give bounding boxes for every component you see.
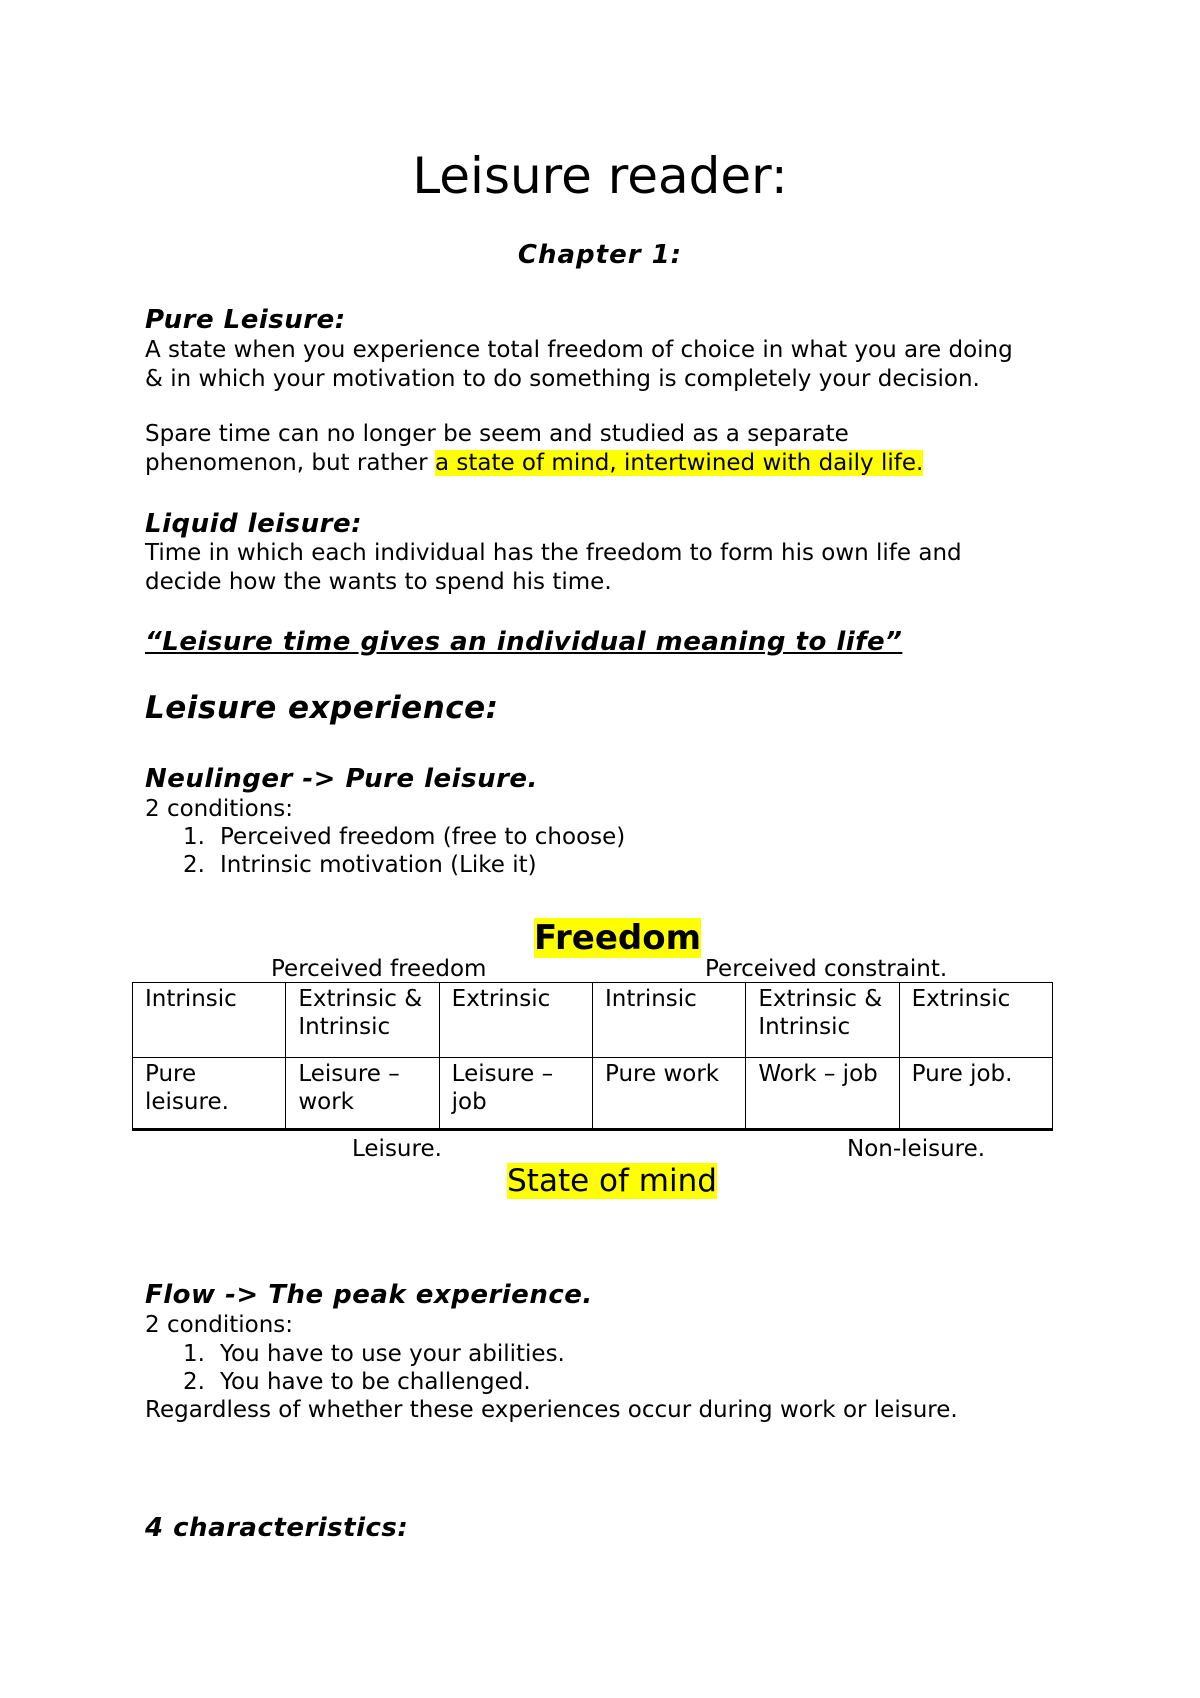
liquid-leisure-line-1: Time in which each individual has the freedom to form his own life and: [145, 540, 962, 566]
table-cell: Pure leisure.: [133, 1058, 286, 1130]
table-cell: Leisure – job: [439, 1058, 592, 1130]
table-cell: Extrinsic & Intrinsic: [286, 983, 439, 1058]
neulinger-conditions-label: 2 conditions:: [145, 796, 294, 822]
spare-time-highlight: a state of mind, intertwined with daily life.: [434, 450, 924, 476]
flow-note: Regardless of whether these experiences occur during work or leisure.: [145, 1397, 958, 1423]
characteristics-heading: 4 characteristics:: [145, 1513, 409, 1543]
table-cell: Pure job.: [899, 1058, 1052, 1130]
table-cell: Intrinsic: [592, 983, 745, 1058]
state-of-mind-caption: [0, 1162, 1200, 1200]
table-cell: Pure work: [592, 1058, 745, 1130]
non-leisure-label: Non-leisure.: [847, 1136, 986, 1162]
leisure-label: Leisure.: [352, 1136, 442, 1162]
spare-time-line-1: Spare time can no longer be seem and studied as a separate: [145, 421, 849, 447]
perceived-freedom-label: Perceived freedom: [271, 956, 487, 982]
table-cell: Leisure – work: [286, 1058, 439, 1130]
neulinger-item-2-number: 2.: [183, 852, 205, 878]
freedom-table: [132, 982, 1053, 1131]
flow-conditions-label: 2 conditions:: [145, 1312, 294, 1338]
flow-item-1: You have to use your abilities.: [220, 1341, 565, 1367]
flow-item-2-number: 2.: [183, 1369, 205, 1395]
neulinger-item-1-number: 1.: [183, 824, 205, 850]
perceived-constraint-label: Perceived constraint.: [705, 956, 948, 982]
neulinger-item-2: Intrinsic motivation (Like it): [220, 852, 537, 878]
leisure-experience-heading: Leisure experience:: [145, 690, 499, 726]
table-cell: Extrinsic: [899, 983, 1052, 1058]
liquid-leisure-line-2: decide how the wants to spend his time.: [145, 569, 612, 595]
neulinger-item-1: Perceived freedom (free to choose): [220, 824, 626, 850]
state-of-mind-text: State of mind: [507, 1163, 717, 1199]
table-cell: Extrinsic: [439, 983, 592, 1058]
spare-time-text: phenomenon, but rather: [145, 450, 435, 476]
pure-leisure-line-2: & in which your motivation to do something is completely your decision.: [145, 366, 980, 392]
category-row: [133, 1058, 1053, 1130]
motivation-row: [133, 983, 1053, 1058]
table-cell: Extrinsic & Intrinsic: [746, 983, 899, 1058]
table-cell: Work – job: [746, 1058, 899, 1130]
flow-item-2: You have to be challenged.: [220, 1369, 531, 1395]
liquid-leisure-heading: Liquid leisure:: [145, 509, 362, 539]
table-cell: Intrinsic: [133, 983, 286, 1058]
pure-leisure-line-1: A state when you experience total freedom of choice in what you are doing: [145, 337, 1013, 363]
flow-item-1-number: 1.: [183, 1341, 205, 1367]
chapter-heading: Chapter 1:: [517, 240, 683, 270]
freedom-title-text: Freedom: [533, 918, 702, 958]
freedom-title: [0, 918, 1200, 958]
flow-heading: Flow -> The peak experience.: [145, 1280, 593, 1310]
neulinger-heading: Neulinger -> Pure leisure.: [145, 764, 538, 794]
page-title: Leisure reader:: [412, 147, 788, 205]
leisure-quote: “Leisure time gives an individual meaning to life”: [145, 627, 903, 657]
pure-leisure-heading: Pure Leisure:: [145, 305, 346, 335]
spare-time-line-2: [145, 449, 923, 478]
